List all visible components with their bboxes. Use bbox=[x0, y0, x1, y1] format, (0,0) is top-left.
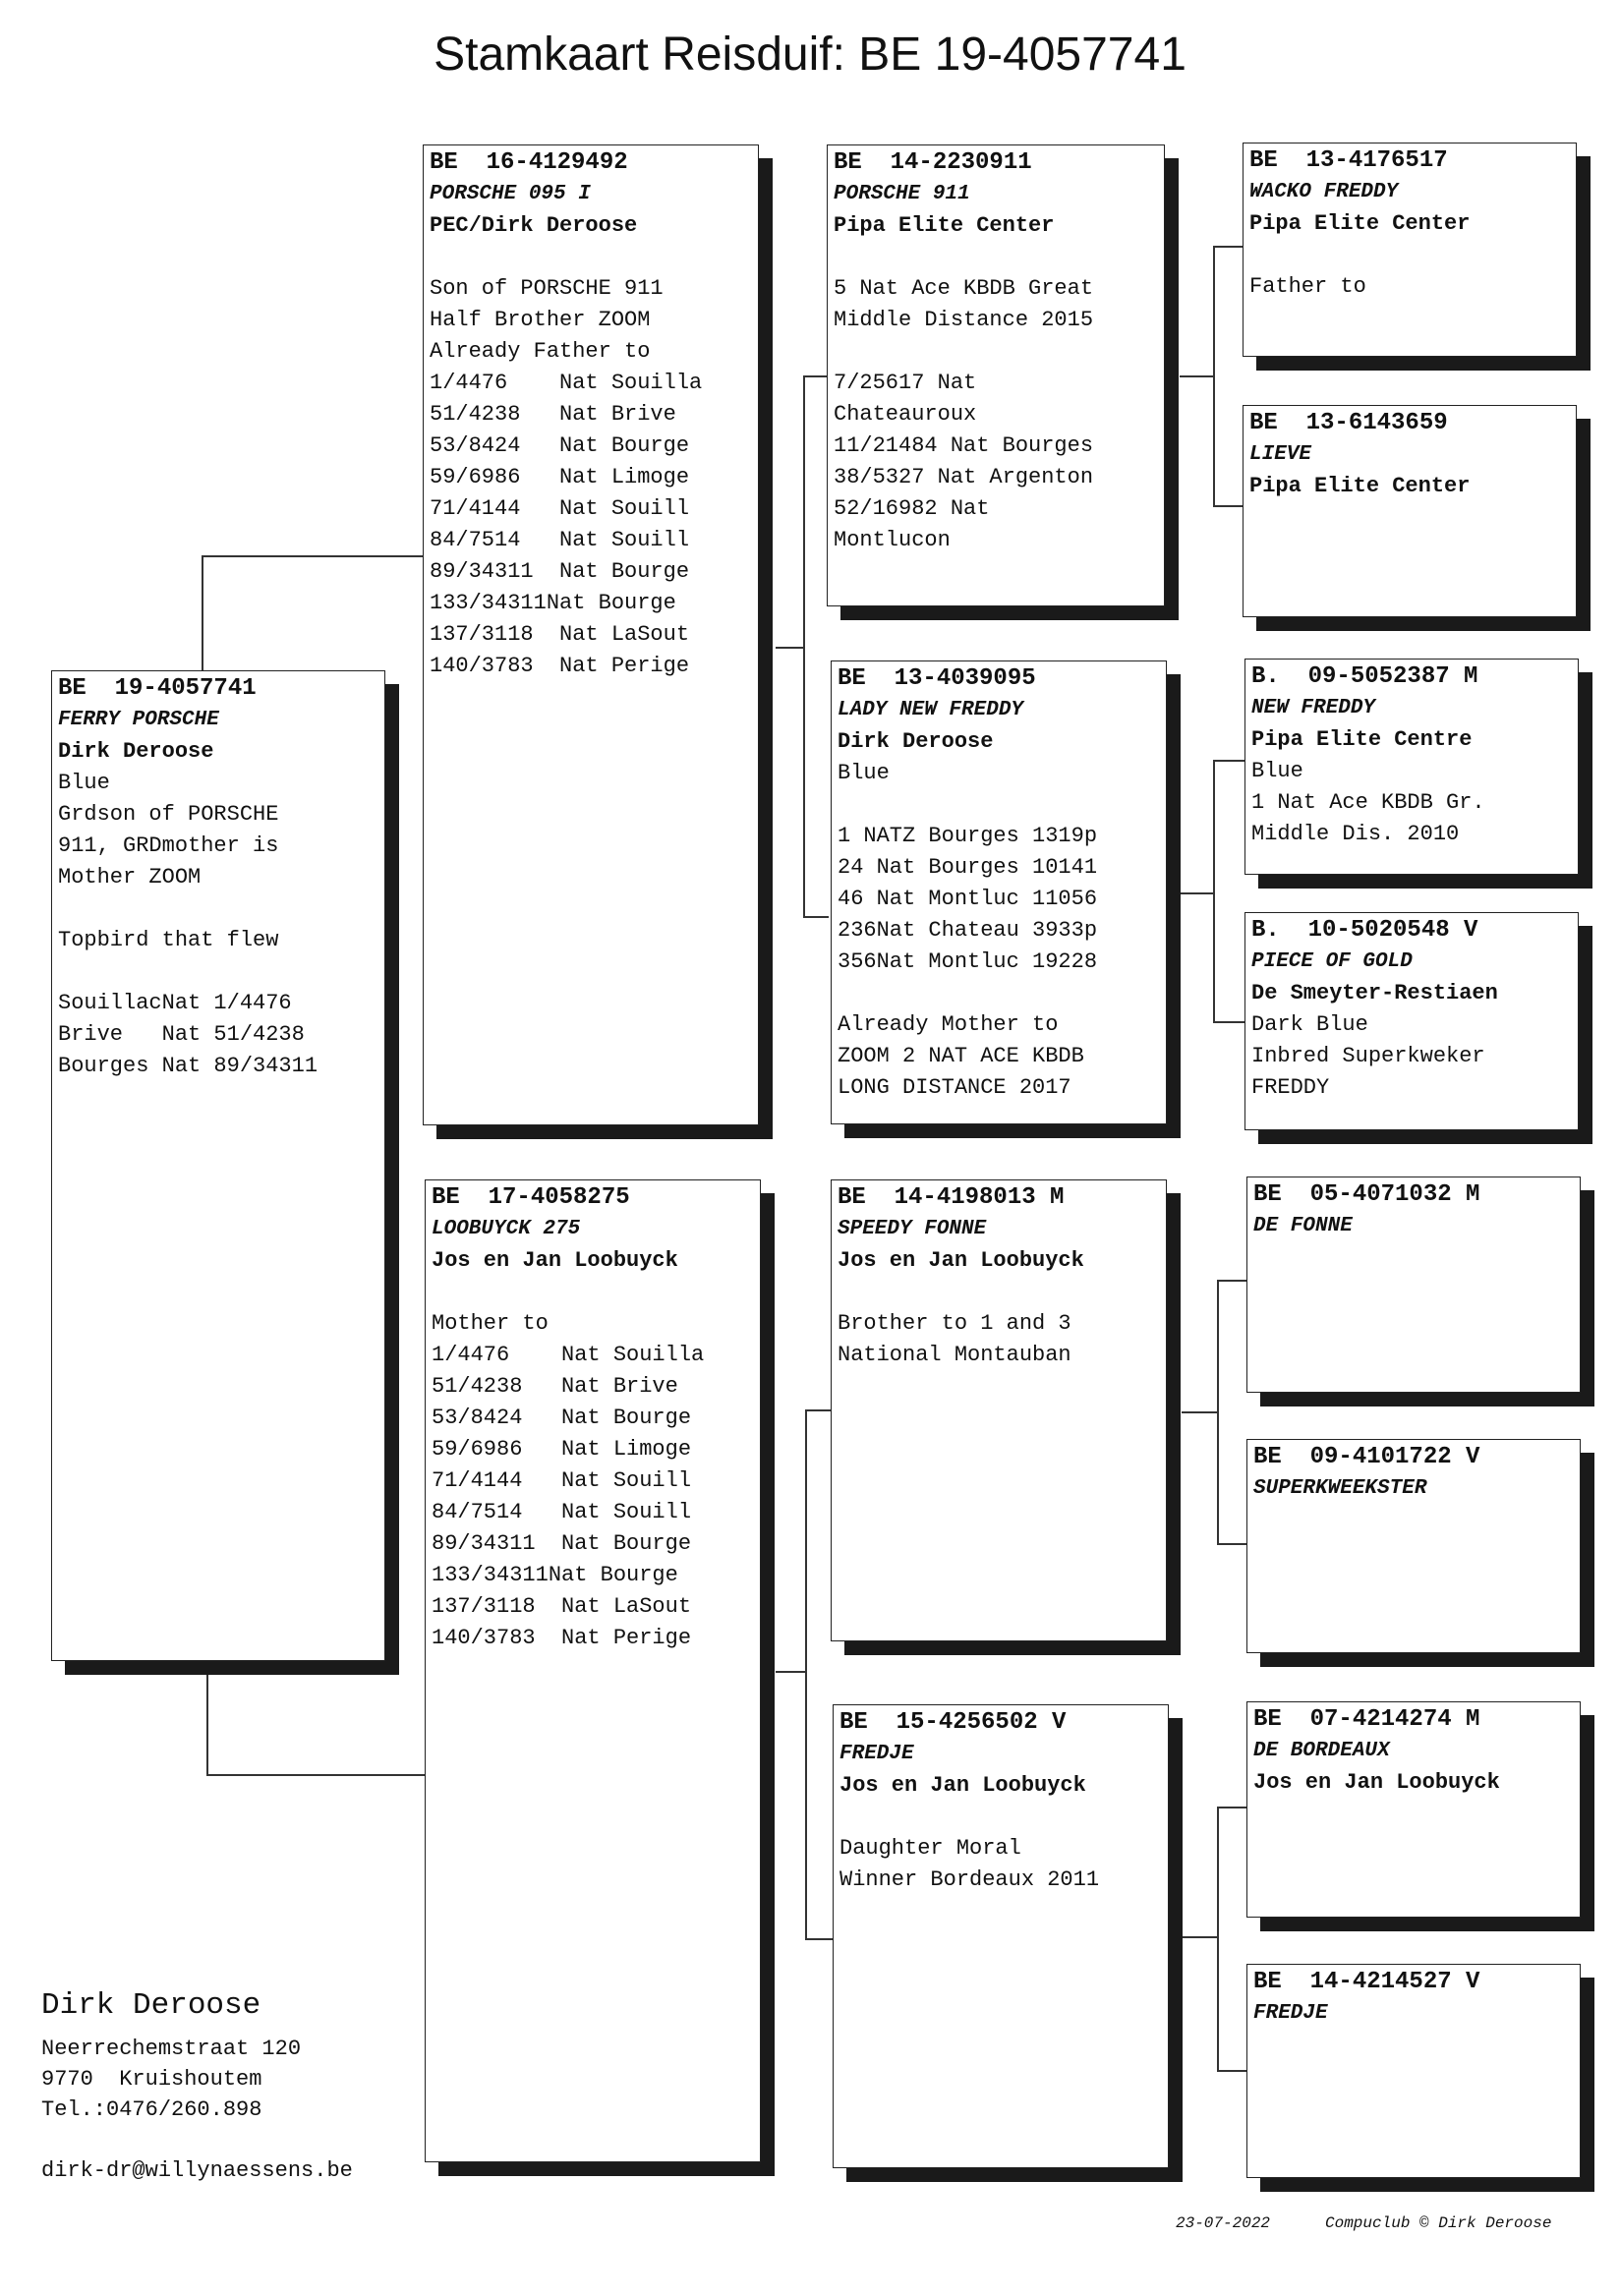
pigeon-card-sdd bbox=[1244, 912, 1579, 1130]
pigeon-note-line: Father to bbox=[1249, 274, 1366, 299]
connector bbox=[1213, 246, 1243, 248]
pigeon-note-line: 11/21484 Nat Bourges bbox=[834, 433, 1094, 458]
pigeon-name: FREDJE bbox=[839, 1743, 914, 1765]
pigeon-owner: De Smeyter-Restiaen bbox=[1251, 981, 1498, 1005]
connector bbox=[1213, 246, 1215, 505]
ring-number: BE 15-4256502 V bbox=[839, 1709, 1067, 1736]
connector bbox=[1217, 1807, 1246, 1808]
pigeon-note-line bbox=[432, 1277, 760, 1308]
pigeon-note-line: Mother to bbox=[432, 1311, 549, 1336]
pigeon-name: PIECE OF GOLD bbox=[1251, 950, 1413, 973]
connector bbox=[805, 1409, 807, 1938]
pigeon-note-line bbox=[838, 789, 1166, 821]
pigeon-owner: Dirk Deroose bbox=[838, 729, 994, 754]
pigeon-note-line: 911, GRDmother is bbox=[58, 833, 279, 858]
pigeon-owner: Jos en Jan Loobuyck bbox=[432, 1248, 678, 1273]
pigeon-card-subject bbox=[51, 670, 385, 1661]
pigeon-note-line: Already Mother to bbox=[838, 1012, 1059, 1037]
pigeon-note-line: 1/4476 Nat Souilla bbox=[430, 371, 703, 395]
pigeon-note-line: Blue bbox=[838, 761, 890, 785]
pigeon-note-line: Middle Dis. 2010 bbox=[1251, 822, 1460, 846]
pigeon-note-line: Chateauroux bbox=[834, 402, 977, 427]
ring-number: BE 13-4039095 bbox=[838, 665, 1036, 692]
pigeon-owner: Jos en Jan Loobuyck bbox=[1253, 1770, 1500, 1795]
pigeon-note-line: 71/4144 Nat Souill bbox=[432, 1468, 692, 1493]
pigeon-name: DE BORDEAUX bbox=[1253, 1740, 1390, 1762]
connector bbox=[206, 1774, 425, 1776]
connector bbox=[202, 555, 423, 557]
ring-number: BE 17-4058275 bbox=[432, 1184, 630, 1211]
connector bbox=[1217, 2070, 1246, 2072]
pigeon-note-line: 137/3118 Nat LaSout bbox=[430, 622, 690, 647]
pigeon-note-line bbox=[834, 336, 1164, 368]
pigeon-card-dam bbox=[425, 1179, 761, 2162]
pigeon-note-line: National Montauban bbox=[838, 1343, 1071, 1367]
breeder-city: 9770 Kruishoutem bbox=[41, 2067, 262, 2092]
ring-number: BE 09-4101722 V bbox=[1253, 1444, 1480, 1470]
pigeon-note-line: 51/4238 Nat Brive bbox=[432, 1374, 678, 1399]
pigeon-note-line: 133/34311Nat Bourge bbox=[432, 1563, 678, 1587]
pigeon-card-sd bbox=[831, 660, 1167, 1124]
pigeon-note-line bbox=[838, 1277, 1166, 1308]
pigeon-owner: Jos en Jan Loobuyck bbox=[839, 1773, 1086, 1798]
ring-number: BE 14-4198013 M bbox=[838, 1184, 1065, 1211]
pigeon-card-sds bbox=[1244, 659, 1579, 875]
pigeon-note-line: 140/3783 Nat Perige bbox=[432, 1626, 692, 1650]
pigeon-note-line: LONG DISTANCE 2017 bbox=[838, 1075, 1071, 1100]
pigeon-card-ds bbox=[831, 1179, 1167, 1641]
pigeon-name: DE FONNE bbox=[1253, 1215, 1353, 1237]
pigeon-note-line: 137/3118 Nat LaSout bbox=[432, 1594, 692, 1619]
connector bbox=[1213, 760, 1244, 762]
pigeon-card-dd bbox=[833, 1704, 1169, 2168]
pigeon-note-line: 71/4144 Nat Souill bbox=[430, 496, 690, 521]
breeder-phone: Tel.:0476/260.898 bbox=[41, 2097, 262, 2122]
pigeon-note-line: 24 Nat Bourges 10141 bbox=[838, 855, 1098, 880]
pigeon-note-line: 84/7514 Nat Souill bbox=[432, 1500, 692, 1524]
pigeon-note-line: Blue bbox=[1251, 759, 1303, 783]
pigeon-note-line: 5 Nat Ace KBDB Great bbox=[834, 276, 1094, 301]
pigeon-name: PORSCHE 911 bbox=[834, 183, 970, 205]
connector bbox=[1213, 505, 1243, 507]
pigeon-note-line: SouillacNat 1/4476 bbox=[58, 991, 292, 1015]
pigeon-name: WACKO FREDDY bbox=[1249, 181, 1399, 203]
connector bbox=[1213, 1021, 1244, 1023]
connector bbox=[1217, 1807, 1219, 2070]
pigeon-note-line bbox=[58, 893, 384, 925]
connector bbox=[776, 647, 803, 649]
pigeon-name: FREDJE bbox=[1253, 2002, 1328, 2025]
pigeon-note-line: ZOOM 2 NAT ACE KBDB bbox=[838, 1044, 1084, 1068]
ring-number: BE 05-4071032 M bbox=[1253, 1181, 1480, 1208]
pigeon-note-line: 356Nat Montluc 19228 bbox=[838, 949, 1098, 974]
pigeon-note-line: Topbird that flew bbox=[58, 928, 279, 952]
pigeon-note-line: Winner Bordeaux 2011 bbox=[839, 1867, 1100, 1892]
pigeon-note-line bbox=[838, 978, 1166, 1009]
pigeon-card-ss bbox=[827, 144, 1165, 606]
pigeon-note-line: 1/4476 Nat Souilla bbox=[432, 1343, 705, 1367]
ring-number: B. 09-5052387 M bbox=[1251, 663, 1478, 690]
pigeon-card-ddd bbox=[1246, 1964, 1581, 2178]
pigeon-note-line bbox=[834, 242, 1164, 273]
pigeon-note-line: 38/5327 Nat Argenton bbox=[834, 465, 1094, 489]
connector bbox=[805, 1938, 833, 1940]
pigeon-note-line: 46 Nat Montluc 11056 bbox=[838, 887, 1098, 911]
breeder-name: Dirk Deroose bbox=[41, 1988, 261, 2023]
pigeon-card-ssd bbox=[1243, 405, 1577, 617]
pigeon-note-line: Inbred Superkweker bbox=[1251, 1044, 1485, 1068]
pigeon-note-line: Montlucon bbox=[834, 528, 951, 552]
pigeon-note-line bbox=[1249, 240, 1576, 271]
connector bbox=[1217, 1280, 1246, 1282]
connector bbox=[1213, 760, 1215, 1021]
connector bbox=[202, 555, 203, 670]
ring-number: BE 13-6143659 bbox=[1249, 410, 1448, 436]
pigeon-owner: Pipa Elite Centre bbox=[1251, 727, 1473, 752]
pigeon-name: SUPERKWEEKSTER bbox=[1253, 1477, 1427, 1500]
page-title: Stamkaart Reisduif: BE 19-4057741 bbox=[434, 29, 1186, 81]
pigeon-note-line: 52/16982 Nat bbox=[834, 496, 990, 521]
pigeon-owner: Jos en Jan Loobuyck bbox=[838, 1248, 1084, 1273]
connector bbox=[776, 1671, 805, 1673]
pigeon-note-line: 140/3783 Nat Perige bbox=[430, 654, 690, 678]
pigeon-note-line: Daughter Moral bbox=[839, 1836, 1021, 1861]
connector bbox=[1217, 1280, 1219, 1543]
pigeon-note-line: FREDDY bbox=[1251, 1075, 1330, 1100]
connector bbox=[803, 375, 827, 377]
connector bbox=[1182, 1411, 1217, 1413]
pigeon-name: LIEVE bbox=[1249, 443, 1312, 466]
pigeon-owner: Pipa Elite Center bbox=[1249, 211, 1471, 236]
pigeon-note-line: Brother to 1 and 3 bbox=[838, 1311, 1071, 1336]
pigeon-note-line bbox=[839, 1802, 1168, 1833]
pigeon-name: SPEEDY FONNE bbox=[838, 1218, 987, 1240]
pigeon-note-line bbox=[430, 242, 758, 273]
pigeon-note-line: Son of PORSCHE 911 bbox=[430, 276, 664, 301]
connector bbox=[803, 916, 829, 918]
pigeon-card-dds bbox=[1246, 1701, 1581, 1918]
pigeon-note-line: Half Brother ZOOM bbox=[430, 308, 651, 332]
pigeon-note-line: 1 Nat Ace KBDB Gr. bbox=[1251, 790, 1485, 815]
pigeon-note-line: Grdson of PORSCHE bbox=[58, 802, 279, 827]
ring-number: BE 13-4176517 bbox=[1249, 147, 1448, 174]
pigeon-note-line: 7/25617 Nat bbox=[834, 371, 977, 395]
pigeon-note-line: 1 NATZ Bourges 1319p bbox=[838, 824, 1098, 848]
ring-number: BE 14-4214527 V bbox=[1253, 1969, 1480, 1995]
ring-number: BE 16-4129492 bbox=[430, 149, 628, 176]
pigeon-note-line: Middle Distance 2015 bbox=[834, 308, 1094, 332]
pigeon-card-sire bbox=[423, 144, 759, 1125]
ring-number: B. 10-5020548 V bbox=[1251, 917, 1478, 944]
connector bbox=[1217, 1543, 1246, 1545]
pigeon-note-line: 51/4238 Nat Brive bbox=[430, 402, 676, 427]
ring-number: BE 07-4214274 M bbox=[1253, 1706, 1480, 1733]
pigeon-note-line: Blue bbox=[58, 771, 110, 795]
pigeon-owner: Dirk Deroose bbox=[58, 739, 214, 764]
pigeon-note-line: Mother ZOOM bbox=[58, 865, 202, 890]
pigeon-owner: Pipa Elite Center bbox=[834, 213, 1055, 238]
pigeon-note-line: Bourges Nat 89/34311 bbox=[58, 1054, 318, 1078]
connector bbox=[206, 1661, 208, 1774]
pigeon-note-line: 59/6986 Nat Limoge bbox=[430, 465, 690, 489]
pigeon-note-line: 59/6986 Nat Limoge bbox=[432, 1437, 692, 1462]
pigeon-card-sss bbox=[1243, 143, 1577, 357]
print-date: 23-07-2022 bbox=[1176, 2214, 1271, 2232]
pigeon-note-line: 89/34311 Nat Bourge bbox=[432, 1531, 692, 1556]
connector bbox=[805, 1409, 831, 1411]
pigeon-note-line bbox=[58, 956, 384, 988]
pigeon-note-line: 84/7514 Nat Souill bbox=[430, 528, 690, 552]
connector bbox=[1180, 375, 1213, 377]
pigeon-note-line: Already Father to bbox=[430, 339, 651, 364]
ring-number: BE 14-2230911 bbox=[834, 149, 1032, 176]
pigeon-note-line: Brive Nat 51/4238 bbox=[58, 1022, 305, 1047]
connector bbox=[803, 375, 805, 916]
pigeon-name: LOOBUYCK 275 bbox=[432, 1218, 581, 1240]
pigeon-name: NEW FREDDY bbox=[1251, 697, 1376, 719]
pigeon-owner: PEC/Dirk Deroose bbox=[430, 213, 638, 238]
pigeon-name: LADY NEW FREDDY bbox=[838, 699, 1024, 721]
breeder-email: dirk-dr@willynaessens.be bbox=[41, 2158, 353, 2183]
pigeon-note-line: 53/8424 Nat Bourge bbox=[430, 433, 690, 458]
ring-number: BE 19-4057741 bbox=[58, 675, 257, 702]
connector bbox=[1180, 892, 1213, 894]
pigeon-note-line: 133/34311Nat Bourge bbox=[430, 591, 676, 615]
breeder-street: Neerrechemstraat 120 bbox=[41, 2037, 302, 2061]
pigeon-card-dsd bbox=[1246, 1439, 1581, 1653]
pigeon-note-line: Dark Blue bbox=[1251, 1012, 1368, 1037]
pigeon-note-line: 89/34311 Nat Bourge bbox=[430, 559, 690, 584]
pigeon-note-line: 236Nat Chateau 3933p bbox=[838, 918, 1098, 943]
pigeon-name: FERRY PORSCHE bbox=[58, 709, 219, 731]
pigeon-card-dss bbox=[1246, 1177, 1581, 1393]
software-credit: Compuclub © Dirk Deroose bbox=[1325, 2214, 1552, 2232]
pigeon-note-line: 53/8424 Nat Bourge bbox=[432, 1406, 692, 1430]
connector bbox=[1183, 1936, 1217, 1938]
pigeon-name: PORSCHE 095 I bbox=[430, 183, 591, 205]
pigeon-owner: Pipa Elite Center bbox=[1249, 474, 1471, 498]
